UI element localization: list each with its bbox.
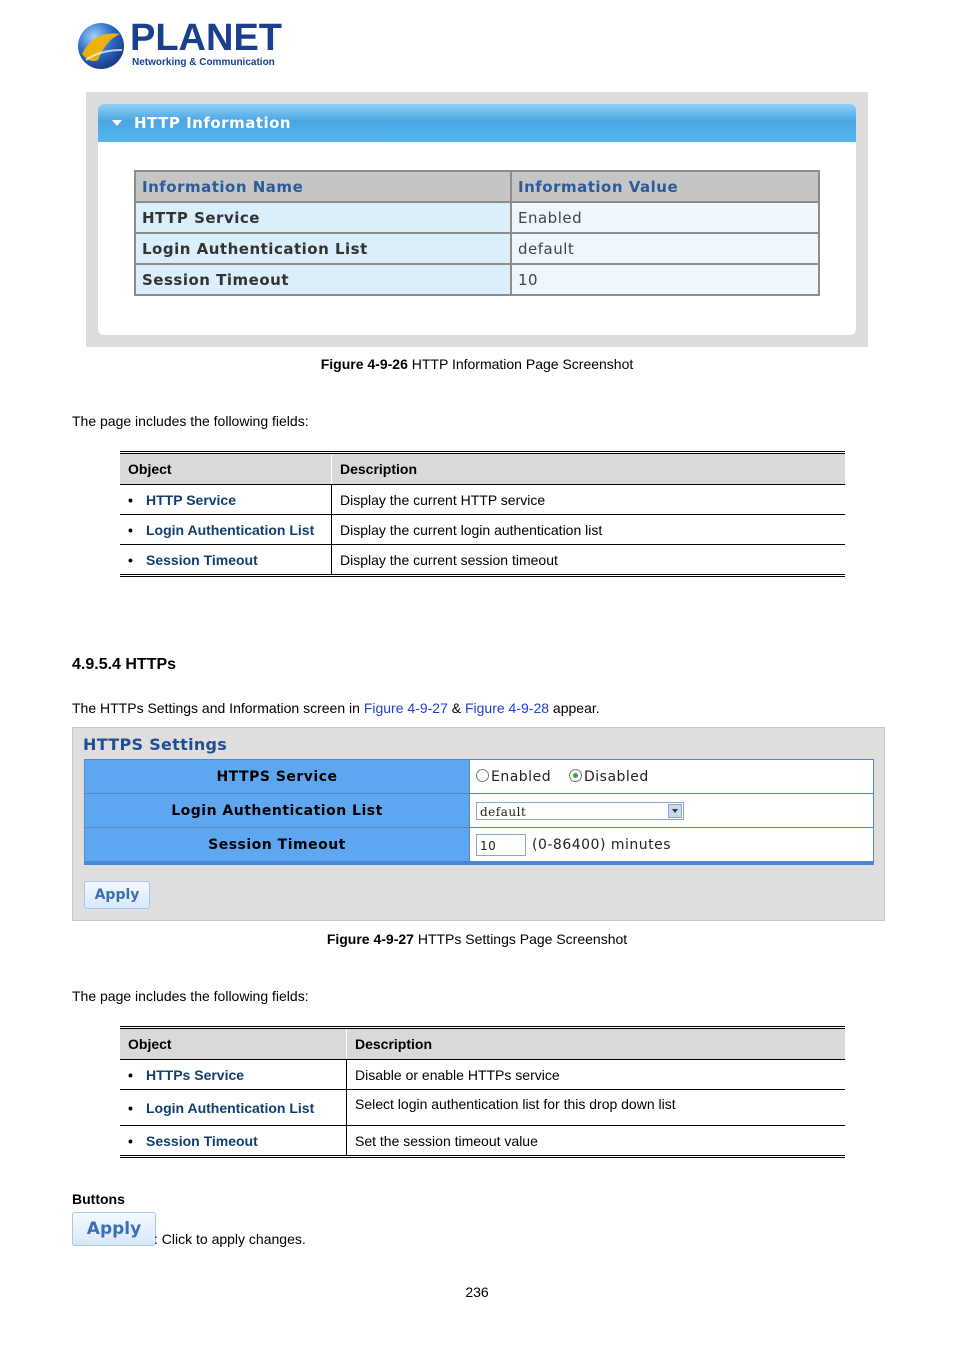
- radio-enabled[interactable]: [476, 769, 489, 782]
- logo-tagline: Networking & Communication: [132, 57, 275, 68]
- apply-button-example: Apply: [72, 1212, 156, 1246]
- bullet-icon: •: [128, 1099, 133, 1116]
- logo-wordmark: PLANET: [130, 17, 282, 59]
- table-header-row: [135, 171, 819, 202]
- setting-label: HTTPS Service: [85, 760, 470, 794]
- intro-text: The HTTPs Settings and Information screen in: [72, 700, 364, 716]
- table-row: [135, 264, 819, 295]
- object-name: HTTPs Service: [146, 1066, 245, 1083]
- collapse-triangle-icon[interactable]: [112, 120, 122, 126]
- https-service-radios: [470, 760, 874, 794]
- chevron-down-icon[interactable]: [668, 804, 682, 818]
- info-name: Login Authentication List: [135, 233, 511, 264]
- description-cell: Display the current login authentication list: [332, 515, 846, 545]
- object-cell: [120, 1060, 347, 1090]
- table-row: [120, 515, 845, 545]
- column-header: Object: [120, 1028, 347, 1060]
- intro-paragraph-1: The page includes the following fields:: [72, 413, 309, 429]
- figure-link-4-9-28[interactable]: Figure 4-9-28: [464, 700, 550, 716]
- table-header-row: [120, 1028, 845, 1060]
- column-header: Information Name: [135, 171, 511, 202]
- fields-table-2: [120, 1026, 845, 1158]
- table-header-row: [120, 453, 845, 485]
- radio-disabled[interactable]: [569, 769, 582, 782]
- table-row: [120, 545, 845, 576]
- radio-enabled-label[interactable]: Enabled: [491, 768, 552, 785]
- info-value: 10: [511, 264, 819, 295]
- planet-logo: [76, 17, 282, 74]
- description-cell: Set the session timeout value: [347, 1126, 846, 1157]
- figure-label: Figure 4-9-27: [326, 931, 414, 947]
- apply-description: : Click to apply changes.: [154, 1231, 306, 1247]
- buttons-heading: Buttons: [72, 1191, 125, 1207]
- description-cell: Select login authentication list for this drop down list: [347, 1090, 846, 1126]
- https-settings-table: [84, 759, 874, 865]
- figure-text: HTTPs Settings Page Screenshot: [413, 931, 628, 947]
- object-name: Login Authentication List: [146, 521, 315, 538]
- figure-link-4-9-27[interactable]: Figure 4-9-27: [363, 700, 448, 716]
- intro-text: appear.: [549, 700, 600, 716]
- table-row: [120, 1126, 845, 1157]
- object-name: Login Authentication List: [146, 1099, 315, 1116]
- object-cell: [120, 1126, 347, 1157]
- bullet-icon: •: [128, 1132, 133, 1149]
- bullet-icon: •: [128, 551, 133, 568]
- description-cell: Display the current HTTP service: [332, 485, 846, 515]
- https-settings-title: HTTPS Settings: [83, 735, 228, 754]
- apply-button[interactable]: Apply: [84, 881, 150, 909]
- info-name: Session Timeout: [135, 264, 511, 295]
- globe-icon: [76, 20, 126, 72]
- object-name: HTTP Service: [146, 491, 237, 508]
- figure-label: Figure 4-9-26: [320, 356, 408, 372]
- session-timeout-input[interactable]: 10: [476, 834, 526, 856]
- column-header: Description: [332, 453, 846, 485]
- session-timeout-cell: [470, 828, 874, 864]
- radio-disabled-label[interactable]: Disabled: [583, 768, 649, 785]
- column-header: Description: [347, 1028, 846, 1060]
- panel-title: HTTP Information: [134, 114, 292, 132]
- figure-caption-2: [0, 931, 954, 947]
- table-row: [135, 202, 819, 233]
- auth-list-select[interactable]: [476, 802, 684, 820]
- column-header: Information Value: [511, 171, 819, 202]
- section-heading: 4.9.5.4 HTTPs: [72, 656, 177, 673]
- object-name: Session Timeout: [146, 551, 258, 568]
- column-header: Object: [120, 453, 332, 485]
- setting-label: Session Timeout: [85, 828, 470, 864]
- http-information-table: [134, 170, 820, 296]
- settings-row: [85, 794, 874, 828]
- table-row: [120, 1060, 845, 1090]
- settings-row: [85, 760, 874, 794]
- page-number: 236: [465, 1284, 489, 1300]
- description-cell: Display the current session timeout: [332, 545, 846, 576]
- http-information-header[interactable]: [98, 104, 856, 142]
- fields-table-1: [120, 451, 845, 577]
- table-row: [120, 1090, 845, 1126]
- info-value: Enabled: [511, 202, 819, 233]
- bullet-icon: •: [128, 521, 133, 538]
- bullet-icon: •: [128, 1066, 133, 1083]
- settings-row: [85, 828, 874, 864]
- table-row: [135, 233, 819, 264]
- setting-label: Login Authentication List: [85, 794, 470, 828]
- select-value: default: [480, 804, 527, 819]
- intro-paragraph-2: The page includes the following fields:: [72, 988, 309, 1004]
- table-row: [120, 485, 845, 515]
- figure-caption-1: [0, 356, 954, 372]
- object-cell: [120, 545, 332, 576]
- bullet-icon: •: [128, 491, 133, 508]
- object-cell: [120, 485, 332, 515]
- timeout-hint: (0-86400) minutes: [532, 836, 672, 853]
- info-value: default: [511, 233, 819, 264]
- object-cell: [120, 1090, 347, 1126]
- intro-text: &: [447, 700, 465, 716]
- object-cell: [120, 515, 332, 545]
- section-intro: [72, 700, 600, 716]
- object-name: Session Timeout: [146, 1132, 258, 1149]
- https-settings-screenshot: [72, 727, 885, 921]
- auth-list-cell: [470, 794, 874, 828]
- description-cell: Disable or enable HTTPs service: [347, 1060, 846, 1090]
- figure-text: HTTP Information Page Screenshot: [407, 356, 634, 372]
- info-name: HTTP Service: [135, 202, 511, 233]
